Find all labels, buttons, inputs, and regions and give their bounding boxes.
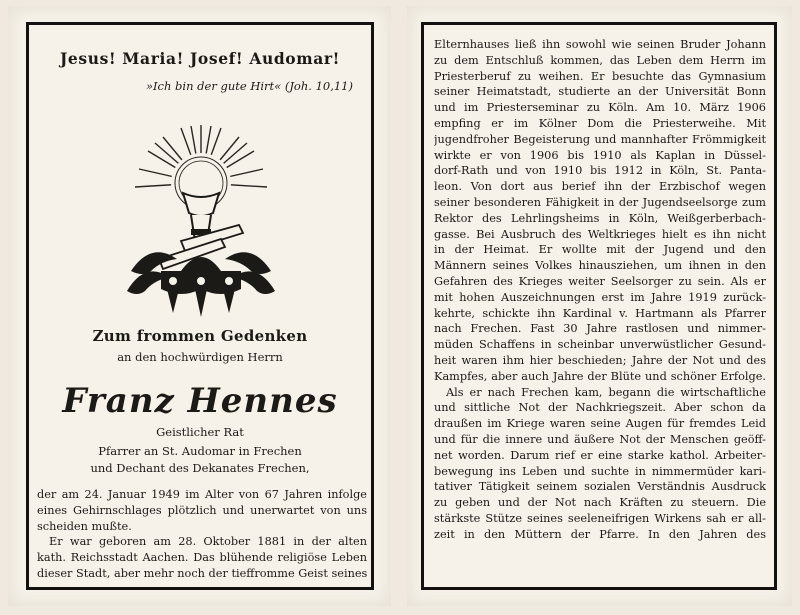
bio-line: leon. Von dort aus berief ihn der Erzbischof wegen — [434, 180, 766, 194]
bio-line: Als er nach Frechen kam, begann die wirtschaftliche — [446, 385, 766, 399]
left-page-frame — [26, 22, 374, 590]
bio-line: jugendfroher Begeisterung und mannhafter Frömmigkeit — [434, 132, 766, 146]
bio-line: empfing er im Kölner Dom die Priesterweihe. Mit — [434, 116, 766, 130]
right-page-frame — [421, 22, 777, 590]
bio-line: der am 24. Januar 1949 im Alter von 67 Jahren infolge — [37, 488, 367, 501]
bio-line: eines Gehirnschlages plötzlich und unerwartet von uns — [37, 503, 367, 517]
bio-line: Rektor des Lehrlingsheims in Köln, Weißgerberbach- — [434, 211, 766, 225]
bio-line: Gefahren des Krieges weiter Seelsorger zu sein. Als er — [434, 274, 766, 288]
chalice-host-sunburst-icon — [121, 121, 281, 321]
bio-line: tativer Tätigkeit seinem sozialen Verständnis Ausdruck — [434, 480, 766, 494]
bio-line: müden Schaffens in scheinbar unverwüstlicher Gesund- — [434, 338, 766, 352]
bio-line: net worden. Darum rief er eine starke kathol. Arbeiter- — [434, 448, 766, 462]
bio-line: scheiden mußte. — [37, 519, 132, 533]
scripture-quote: »Ich bin der gute Hirt« (Joh. 10,11) — [145, 79, 353, 93]
bio-line: und im Priesterseminar zu Köln. Am 10. März 1906 — [434, 101, 766, 115]
bio-line: Elternhauses ließ ihn sowohl wie seinen Bruder Johann — [434, 38, 766, 51]
memorial-heading: Zum frommen Gedenken — [92, 327, 308, 345]
position-line-2: und Dechant des Dekanates Frechen, — [90, 461, 310, 475]
bio-line: Priesterberuf zu weihen. Er besuchte das Gymnasium — [434, 69, 766, 83]
bio-line: in der Heimat. Er wollte mit der Jugend und den — [434, 243, 766, 257]
bio-line: heit waren ihm hier beschieden; Jahre der Not und des — [434, 353, 766, 367]
bio-line: Männern seines Volkes hinausziehen, um ihnen in den — [434, 259, 766, 273]
biography-text-left — [29, 487, 371, 582]
bio-line: gasse. Bei Ausbruch des Weltkrieges hielt es ihn nicht — [434, 227, 766, 241]
bio-line: stärkste Stütze seines seeleneifrigen Wirkens sah er all- — [434, 511, 766, 525]
position-line-1: Pfarrer an St. Audomar in Frechen — [98, 444, 302, 458]
bio-line: seiner Heimatstadt, studierte an der Universität Bonn — [434, 85, 766, 99]
bio-line: und sittliche Not der Nachkriegszeit. Aber schon da — [434, 401, 766, 415]
invocation-heading: Jesus! Maria! Josef! Audomar! — [59, 49, 341, 68]
bio-line: draußen im Kriege waren seine Augen für fremdes Leid — [434, 417, 766, 431]
bio-line: seiner besonderen Fähigkeit in der Jugendseelsorge zum — [434, 195, 766, 209]
bio-line: kehrte, schickte ihn Kardinal v. Hartmann als Pfarrer — [434, 306, 766, 320]
bio-line: mit hohen Auszeichnungen erst im Jahre 1919 zurück- — [434, 290, 766, 304]
bio-line: und für die innere und äußere Not der Menschen geöff- — [434, 432, 766, 446]
dedication-line: an den hochwürdigen Herrn — [117, 350, 283, 364]
bio-line: kath. Reichsstadt Aachen. Das blühende religiöse Leben — [37, 551, 367, 565]
clerical-title: Geistlicher Rat — [156, 425, 244, 439]
left-page — [8, 6, 391, 606]
bio-line: dieser Stadt, aber mehr noch der tieffromme Geist seines — [37, 566, 367, 580]
bio-line: dorf-Rath und von 1910 bis 1912 in Köln, St. Panta- — [434, 164, 766, 178]
bio-line: nach Frechen. Fast 30 Jahre rastlosen und nimmer- — [434, 322, 766, 336]
deceased-name: Franz Hennes — [62, 381, 338, 421]
bio-line: bewegung ins Leben und suchte in nimmermüder kari- — [434, 464, 766, 478]
biography-text-right — [424, 37, 774, 543]
bio-line: Er war geboren am 28. Oktober 1881 in der alten — [49, 535, 367, 549]
bio-line: zu dem Entschluß kommen, das Leben dem Herrn im — [434, 53, 766, 67]
bio-line: Kampfes, aber auch Jahre der Blüte und schöner Erfolge. — [434, 369, 766, 383]
right-page — [407, 6, 792, 606]
bio-line: wirkte er von 1906 bis 1910 als Kaplan in Düssel- — [434, 148, 766, 162]
bio-line: zu geben und der Not nach Kräften zu steuern. Die — [434, 496, 766, 510]
bio-line: zeit in den Müttern der Pfarre. In den Jahren des — [434, 527, 766, 541]
